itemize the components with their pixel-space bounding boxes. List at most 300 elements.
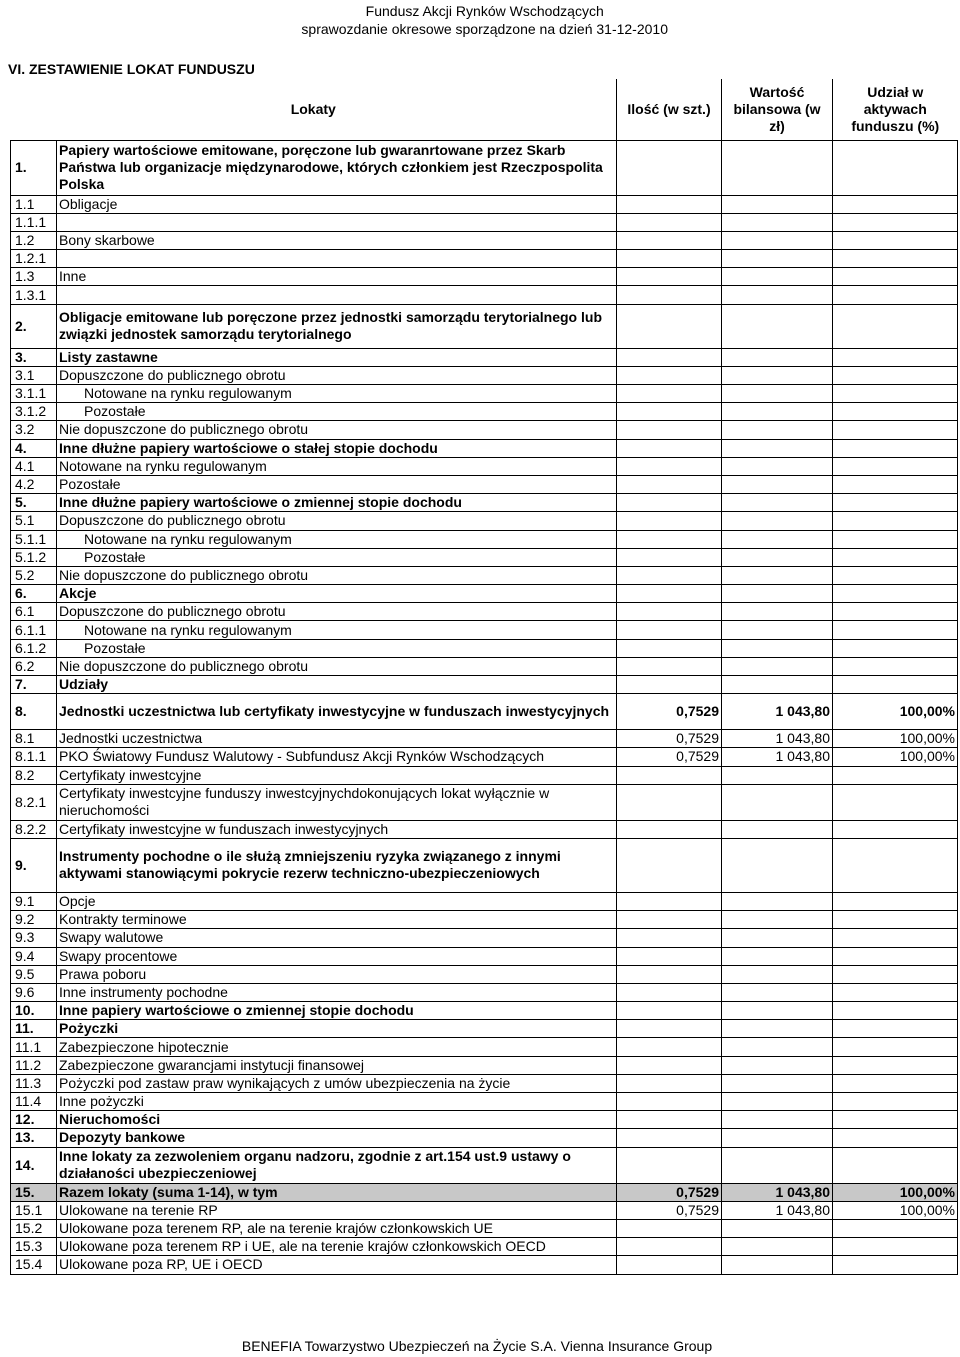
row-number: 4.1 [11,457,57,475]
row-label: Jednostki uczestnictwa [57,730,617,748]
row-share [833,639,958,657]
row-quantity [617,566,722,584]
row-share [833,1093,958,1111]
table-row [11,530,958,548]
row-number: 1.1 [11,195,57,213]
row-number: 6.1 [11,603,57,621]
row-quantity [617,639,722,657]
row-quantity [617,304,722,348]
col-header-ilosc: Ilość (w szt.) [617,79,722,140]
row-label: Kontrakty terminowe [57,911,617,929]
row-quantity [617,1056,722,1074]
row-share [833,1256,958,1274]
row-quantity: 0,7529 [617,748,722,766]
row-quantity [617,213,722,231]
row-share [833,530,958,548]
row-quantity [617,1129,722,1147]
row-value [722,421,833,439]
row-value [722,965,833,983]
row-label: Inne pożyczki [57,1093,617,1111]
row-label: Ulokowane poza terenem RP, ale na terenie krajów członkowskich UE [57,1219,617,1237]
row-label: Pożyczki [57,1020,617,1038]
row-number: 5. [11,494,57,512]
row-label: Listy zastawne [57,348,617,366]
row-label: PKO Światowy Fundusz Walutowy - Subfundusz Akcji Rynków Wschodzących [57,748,617,766]
table-row [11,621,958,639]
row-label: Inne dłużne papiery wartościowe o stałej stopie dochodu [57,439,617,457]
table-row [11,268,958,286]
row-value [722,1002,833,1020]
row-quantity [617,1219,722,1237]
row-quantity [617,475,722,493]
row-quantity [617,250,722,268]
row-quantity [617,1093,722,1111]
row-share [833,439,958,457]
table-row [11,1219,958,1237]
col-header-udzial: Udział w aktywach funduszu (%) [833,79,958,140]
table-row [11,1111,958,1129]
table-row [11,603,958,621]
row-label: Udziały [57,676,617,694]
row-label: Pozostałe [57,639,617,657]
row-label: Pożyczki pod zastaw praw wynikających z umów ubezpieczenia na życie [57,1074,617,1092]
table-row [11,929,958,947]
row-label: Certyfikaty inwestcyjne [57,766,617,784]
row-share [833,548,958,566]
row-label: Inne dłużne papiery wartościowe o zmiennej stopie dochodu [57,494,617,512]
row-label: Pozostałe [57,403,617,421]
row-value [722,1020,833,1038]
row-share [833,892,958,910]
row-label: Nie dopuszczone do publicznego obrotu [57,421,617,439]
table-row [11,766,958,784]
table-row [11,385,958,403]
table-row [11,213,958,231]
row-number: 5.1.1 [11,530,57,548]
row-value [722,603,833,621]
row-quantity [617,820,722,838]
row-number: 1.2 [11,231,57,249]
row-quantity: 0,7529 [617,730,722,748]
row-share [833,195,958,213]
row-number: 13. [11,1129,57,1147]
row-value [722,766,833,784]
row-number: 9.3 [11,929,57,947]
table-row [11,439,958,457]
row-quantity [617,603,722,621]
row-quantity [617,439,722,457]
row-quantity [617,1002,722,1020]
row-share [833,213,958,231]
footer-text: BENEFIA Towarzystwo Ubezpieczeń na Życie S.A. Vienna Insurance Group [241,1338,713,1354]
row-share [833,1056,958,1074]
row-quantity [617,366,722,384]
row-value [722,304,833,348]
row-quantity [617,1074,722,1092]
row-number: 1.2.1 [11,250,57,268]
row-label: Obligacje [57,195,617,213]
row-label: Nie dopuszczone do publicznego obrotu [57,566,617,584]
row-value [722,657,833,675]
row-quantity [617,1147,722,1183]
row-share [833,947,958,965]
row-share [833,286,958,304]
row-share [833,1111,958,1129]
row-number: 2. [11,304,57,348]
row-quantity [617,421,722,439]
col-header-lokaty: Lokaty [11,79,617,140]
row-label: Opcje [57,892,617,910]
row-number: 9.2 [11,911,57,929]
section-title: VI. ZESTAWIENIE LOKAT FUNDUSZU [8,61,255,77]
row-number: 8. [11,694,57,730]
table-row [11,911,958,929]
row-value [722,385,833,403]
row-number: 3. [11,348,57,366]
row-label: Prawa poboru [57,965,617,983]
row-share [833,348,958,366]
row-value [722,512,833,530]
row-value [722,348,833,366]
row-share [833,657,958,675]
row-number: 1. [11,140,57,195]
table-row [11,548,958,566]
row-value: 1 043,80 [722,730,833,748]
table-row [11,1238,958,1256]
table-header-row [11,79,958,140]
row-number: 9.6 [11,983,57,1001]
report-header [301,2,668,38]
row-quantity [617,929,722,947]
row-label: Dopuszczone do publicznego obrotu [57,512,617,530]
row-number: 4.2 [11,475,57,493]
row-quantity [617,947,722,965]
row-number: 15.3 [11,1238,57,1256]
table-row [11,1147,958,1183]
row-value [722,231,833,249]
row-value [722,820,833,838]
table-row [11,366,958,384]
row-number: 4. [11,439,57,457]
row-value: 1 043,80 [722,1183,833,1201]
row-quantity [617,457,722,475]
row-label: Ulokowane poza RP, UE i OECD [57,1256,617,1274]
row-quantity [617,585,722,603]
row-share: 100,00% [833,730,958,748]
row-value [722,1111,833,1129]
row-share: 100,00% [833,1201,958,1219]
table-row [11,1256,958,1274]
row-label: Ulokowane poza terenem RP i UE, ale na terenie krajów członkowskich OECD [57,1238,617,1256]
table-row [11,983,958,1001]
row-share [833,820,958,838]
row-share [833,1020,958,1038]
row-value [722,566,833,584]
row-number: 14. [11,1147,57,1183]
table-row [11,585,958,603]
row-share [833,140,958,195]
table-row [11,1074,958,1092]
row-value [722,639,833,657]
row-quantity [617,766,722,784]
row-value: 1 043,80 [722,694,833,730]
row-quantity [617,784,722,820]
row-share [833,585,958,603]
table-row [11,694,958,730]
row-number: 3.1.1 [11,385,57,403]
row-value [722,1147,833,1183]
footer [0,1338,960,1354]
row-number: 9.4 [11,947,57,965]
row-number: 15. [11,1183,57,1201]
row-value [722,1056,833,1074]
row-number: 1.3 [11,268,57,286]
row-value [722,195,833,213]
row-share [833,838,958,892]
row-share [833,621,958,639]
row-label: Certyfikaty inwestcyjne w funduszach inwestycyjnych [57,820,617,838]
row-label: Papiery wartościowe emitowane, poręczone lub gwaranrtowane przez Skarb Państwa lub organizacje międzynarodowe, których członkiem jest Rzeczpospolita Polska [57,140,617,195]
table-row [11,820,958,838]
investments-table [10,79,958,1275]
row-label [57,250,617,268]
row-share [833,304,958,348]
row-value [722,494,833,512]
table-row [11,838,958,892]
row-share [833,676,958,694]
table-row [11,512,958,530]
row-share [833,250,958,268]
row-value [722,983,833,1001]
table-row [11,1002,958,1020]
row-quantity [617,838,722,892]
row-label: Notowane na rynku regulowanym [57,530,617,548]
row-share [833,231,958,249]
table-row [11,348,958,366]
row-number: 11. [11,1020,57,1038]
row-value [722,250,833,268]
row-share [833,766,958,784]
row-value [722,585,833,603]
row-share [833,512,958,530]
row-value [722,1238,833,1256]
row-share [833,1238,958,1256]
row-label: Ulokowane na terenie RP [57,1201,617,1219]
row-label: Notowane na rynku regulowanym [57,385,617,403]
row-quantity [617,1020,722,1038]
table-row [11,1129,958,1147]
row-share [833,1038,958,1056]
table-row [11,286,958,304]
row-value [722,1038,833,1056]
row-label: Nie dopuszczone do publicznego obrotu [57,657,617,675]
row-share [833,403,958,421]
row-label: Inne papiery wartościowe o zmiennej stopie dochodu [57,1002,617,1020]
row-quantity [617,286,722,304]
table-row [11,140,958,195]
row-number: 9.1 [11,892,57,910]
row-share [833,1129,958,1147]
row-label: Swapy walutowe [57,929,617,947]
row-number: 3.1 [11,366,57,384]
row-number: 11.3 [11,1074,57,1092]
fund-name: Fundusz Akcji Rynków Wschodzących [365,3,604,19]
row-value [722,213,833,231]
row-label: Pozostałe [57,475,617,493]
row-quantity [617,657,722,675]
row-value [722,1074,833,1092]
row-share [833,1074,958,1092]
row-quantity [617,385,722,403]
row-value [722,403,833,421]
row-number: 8.2.2 [11,820,57,838]
row-value [722,439,833,457]
row-value [722,1219,833,1237]
table-row [11,250,958,268]
row-value [722,929,833,947]
row-value [722,838,833,892]
row-quantity [617,494,722,512]
row-number: 9.5 [11,965,57,983]
row-number: 11.1 [11,1038,57,1056]
row-quantity [617,1038,722,1056]
row-label: Dopuszczone do publicznego obrotu [57,366,617,384]
row-share [833,911,958,929]
row-number: 8.1 [11,730,57,748]
row-number: 1.1.1 [11,213,57,231]
table-row [11,947,958,965]
row-quantity [617,530,722,548]
row-share: 100,00% [833,1183,958,1201]
row-share [833,421,958,439]
row-label: Notowane na rynku regulowanym [57,621,617,639]
table-row [11,1056,958,1074]
row-quantity [617,892,722,910]
row-share [833,929,958,947]
row-share [833,385,958,403]
row-number: 11.2 [11,1056,57,1074]
table-row [11,1038,958,1056]
row-label: Inne lokaty za zezwoleniem organu nadzoru, zgodnie z art.154 ust.9 ustawy o działaności ubezpieczeniowej [57,1147,617,1183]
row-label: Inne instrumenty pochodne [57,983,617,1001]
row-value [722,140,833,195]
row-number: 3.2 [11,421,57,439]
table-row [11,639,958,657]
row-label: Swapy procentowe [57,947,617,965]
row-label: Razem lokaty (suma 1-14), w tym [57,1183,617,1201]
row-quantity [617,965,722,983]
row-share [833,475,958,493]
row-number: 6. [11,585,57,603]
row-number: 6.1.2 [11,639,57,657]
row-share [833,603,958,621]
row-label [57,213,617,231]
row-share [833,566,958,584]
row-quantity: 0,7529 [617,1183,722,1201]
row-label: Obligacje emitowane lub poręczone przez jednostki samorządu terytorialnego lub związki jednostek samorządu terytorialnego [57,304,617,348]
table-row [11,784,958,820]
row-value [722,947,833,965]
row-value [722,268,833,286]
table-body [11,140,958,1274]
row-label: Depozyty bankowe [57,1129,617,1147]
row-value [722,621,833,639]
row-quantity [617,140,722,195]
row-share [833,784,958,820]
row-share [833,366,958,384]
row-number: 6.1.1 [11,621,57,639]
row-value [722,1256,833,1274]
table-row [11,657,958,675]
row-quantity [617,231,722,249]
row-quantity [617,1256,722,1274]
report-date-line: sprawozdanie okresowe sporządzone na dzień 31-12-2010 [301,21,668,37]
row-label: Instrumenty pochodne o ile służą zmniejszeniu ryzyka związanego z innymi aktywami stanowiącymi pokrycie rezerw techniczno-ubezpieczeniowych [57,838,617,892]
row-value [722,548,833,566]
row-label [57,286,617,304]
row-share [833,1219,958,1237]
row-quantity [617,676,722,694]
row-quantity: 0,7529 [617,694,722,730]
table-row [11,457,958,475]
row-value [722,1093,833,1111]
row-number: 11.4 [11,1093,57,1111]
row-quantity [617,621,722,639]
row-value [722,457,833,475]
row-value [722,892,833,910]
table-row [11,494,958,512]
row-label: Zabezpieczone hipotecznie [57,1038,617,1056]
row-quantity [617,548,722,566]
table-row [11,403,958,421]
row-number: 15.1 [11,1201,57,1219]
row-value: 1 043,80 [722,1201,833,1219]
table-row [11,748,958,766]
row-number: 7. [11,676,57,694]
row-number: 8.2 [11,766,57,784]
row-quantity [617,268,722,286]
table-row [11,1093,958,1111]
row-share: 100,00% [833,694,958,730]
row-label: Dopuszczone do publicznego obrotu [57,603,617,621]
table-row [11,231,958,249]
row-value [722,286,833,304]
table-row [11,1183,958,1201]
row-share [833,983,958,1001]
table-row [11,475,958,493]
row-label: Pozostałe [57,548,617,566]
row-label: Bony skarbowe [57,231,617,249]
row-quantity [617,983,722,1001]
row-quantity [617,512,722,530]
row-quantity: 0,7529 [617,1201,722,1219]
row-quantity [617,403,722,421]
row-label: Jednostki uczestnictwa lub certyfikaty inwestycyjne w funduszach inwestycyjnych [57,694,617,730]
row-label: Akcje [57,585,617,603]
row-label: Nieruchomości [57,1111,617,1129]
table-row [11,676,958,694]
table-row [11,195,958,213]
row-value [722,530,833,548]
row-quantity [617,195,722,213]
row-share [833,965,958,983]
table-row [11,304,958,348]
row-number: 5.2 [11,566,57,584]
row-label: Zabezpieczone gwarancjami instytucji finansowej [57,1056,617,1074]
row-number: 8.2.1 [11,784,57,820]
table-row [11,730,958,748]
col-header-wartosc: Wartość bilansowa (w zł) [722,79,833,140]
